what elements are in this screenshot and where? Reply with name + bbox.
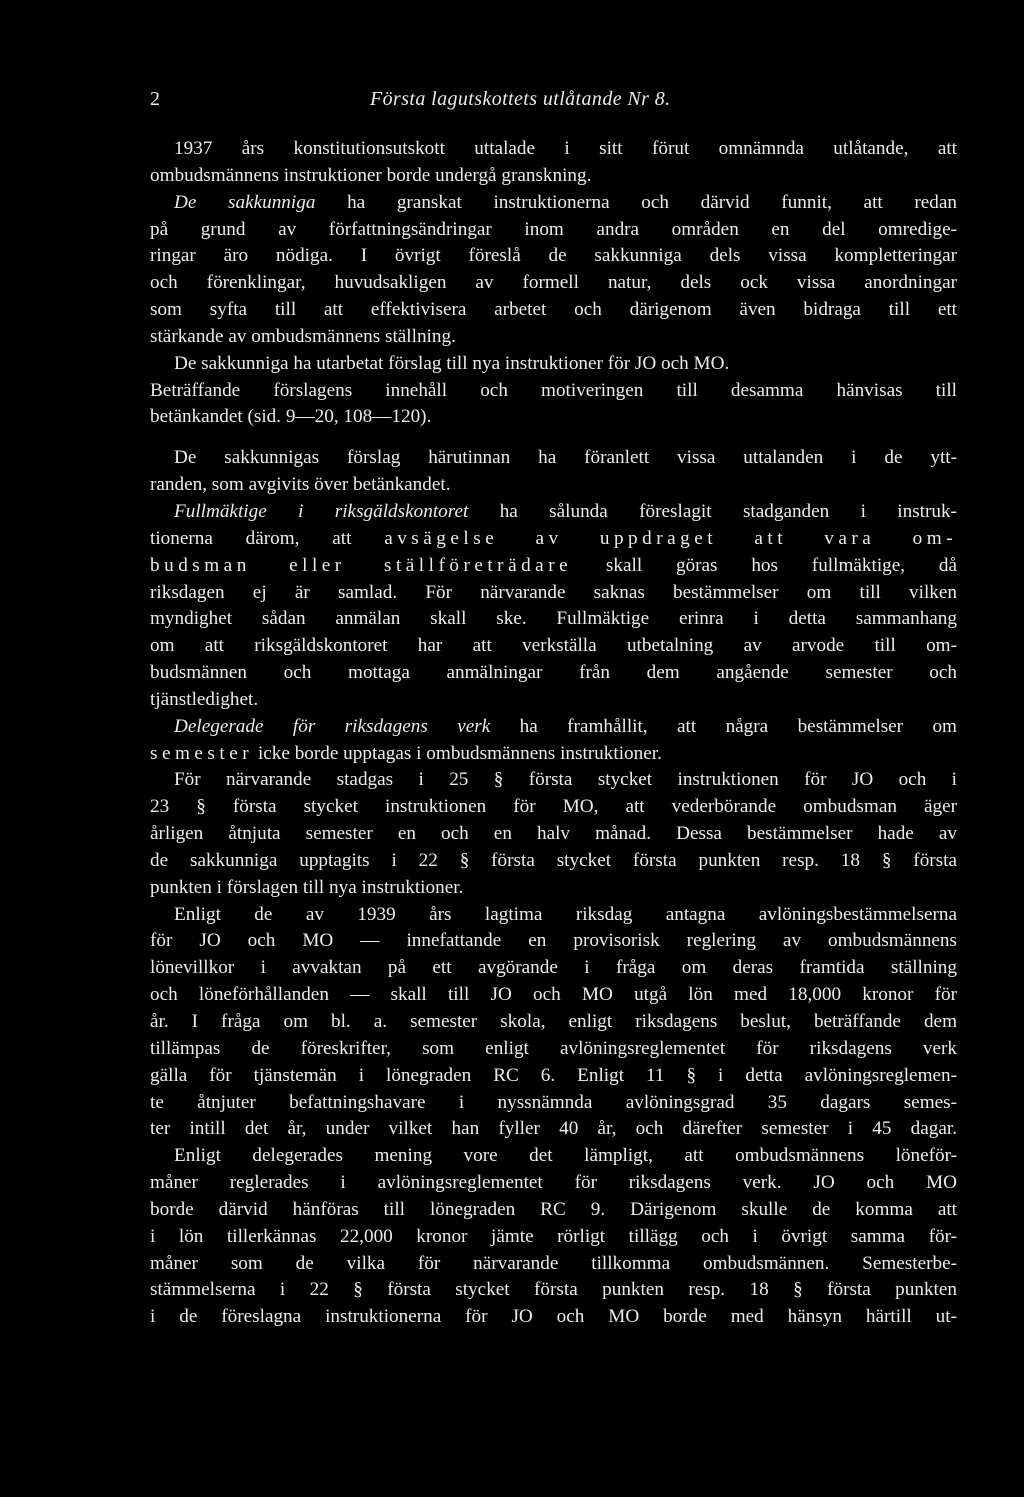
text-line: te åtnjuter befattningshavare i nyssnämnda avlöningsgrad 35 dagars semes-: [150, 1091, 957, 1113]
text-line: [150, 553, 957, 580]
text-line: borde därvid hänföras till lönegraden RC 9. Därigenom skulle de komma att: [150, 1198, 957, 1220]
text-line: 1937 års konstitutionsutskott uttalade i sitt förut omnämnda utlåtande, att: [174, 138, 957, 159]
text-span: ha granskat instruktionerna och därvid funnit, att redan: [315, 191, 957, 213]
italic-text: De sakkunniga: [174, 191, 316, 213]
spaced-text: budsman eller ställföreträdare: [150, 554, 573, 576]
text-line: De sakkunnigas förslag härutinnan ha föranlett vissa uttalanden i de ytt-: [174, 447, 957, 469]
italic-text: Fullmäktige i riksgäldskontoret: [174, 500, 469, 522]
text-line: budsmännen och mottaga anmälningar från dem angående semester och: [150, 662, 957, 684]
text-line: För närvarande stadgas i 25 § första stycket instruktionen för JO och i: [174, 769, 957, 791]
text-line: och löneförhållanden — skall till JO och MO utgå lön med 18,000 kronor för: [150, 984, 957, 1006]
text-line: lönevillkor i avvaktan på ett avgörande i fråga om deras framtida ställning: [150, 957, 957, 979]
text-line: som syfta till att effektivisera arbetet och därigenom även bidraga till ett: [150, 299, 957, 321]
text-line: betänkandet (sid. 9—20, 108—120).: [150, 406, 432, 428]
text-line: [150, 190, 957, 217]
running-title: Första lagutskottets utlåtande Nr 8.: [370, 88, 671, 110]
page-header: [150, 88, 960, 116]
text-line: De sakkunniga ha utarbetat förslag till nya instruktioner för JO och MO.: [174, 352, 730, 374]
text-line: [150, 499, 957, 526]
text-line: 23 § första stycket instruktionen för MO, att vederbörande ombudsman äger: [150, 796, 957, 818]
text-line: Beträffande förslagens innehåll och motiveringen till desamma hänvisas till: [150, 379, 957, 401]
page-number: 2: [150, 88, 160, 110]
text-line: i lön tillerkännas 22,000 kronor jämte rörligt tillägg och i övrigt samma för-: [150, 1225, 957, 1247]
text-line: årligen åtnjuta semester en och en halv månad. Dessa bestämmelser hade av: [150, 823, 957, 845]
text-line: om att riksgäldskontoret har att verkställa utbetalning av arvode till om-: [150, 635, 957, 657]
text-line: ringar äro nödiga. I övrigt föreslå de sakkunniga dels vissa kompletteringar: [150, 245, 957, 267]
spaced-text: semester: [150, 742, 254, 764]
body-text: [150, 136, 957, 1331]
text-line: de sakkunniga upptagits i 22 § första stycket första punkten resp. 18 § första: [150, 849, 957, 871]
text-line: Enligt de av 1939 års lagtima riksdag antagna avlöningsbestämmelserna: [174, 903, 957, 925]
text-line: och förenklingar, huvudsakligen av formell natur, dels ock vissa anordningar: [150, 272, 957, 294]
text-line: [150, 526, 957, 553]
text-line: riksdagen ej är samlad. För närvarande saknas bestämmelser om till vilken: [150, 581, 957, 603]
text-line: ombudsmännens instruktioner borde undergå granskning.: [150, 164, 592, 186]
italic-text: Delegerade för riksdagens verk: [174, 715, 491, 737]
text-span: icke borde upptagas i ombudsmännens instruktioner.: [253, 742, 662, 764]
text-line: i de föreslagna instruktionerna för JO och MO borde med hänsyn härtill ut-: [150, 1306, 957, 1328]
text-line: stärkande av ombudsmännens ställning.: [150, 325, 456, 347]
text-span: ha sålunda föreslagit stadganden i instruk-: [468, 500, 957, 522]
text-line: [150, 741, 957, 768]
text-line: gälla för tjänstemän i lönegraden RC 6. Enligt 11 § i detta avlöningsreglemen-: [150, 1064, 957, 1086]
text-line: tjänstledighet.: [150, 688, 259, 710]
text-line: randen, som avgivits över betänkandet.: [150, 474, 451, 496]
text-line: Enligt delegerades mening vore det lämpligt, att ombudsmännens löneför-: [174, 1145, 957, 1167]
text-line: för JO och MO — innefattande en provisorisk reglering av ombudsmännens: [150, 930, 957, 952]
text-line: på grund av författningsändringar inom andra områden en del omredige-: [150, 218, 957, 240]
text-line: myndighet sådan anmälan skall ske. Fullmäktige erinra i detta sammanhang: [150, 608, 957, 630]
text-line: stämmelserna i 22 § första stycket första punkten resp. 18 § första punkten: [150, 1279, 957, 1301]
text-line: år. I fråga om bl. a. semester skola, enligt riksdagens beslut, beträffande dem: [150, 1011, 957, 1032]
spaced-text: avsägelse av uppdraget att vara om-: [384, 527, 958, 549]
text-span: tionerna därom, att: [150, 527, 385, 549]
text-line: måner reglerades i avlöningsreglementet för riksdagens verk. JO och MO: [150, 1172, 957, 1194]
text-line: ter intill det år, under vilket han fyller 40 år, och därefter semester i 45 dagar.: [150, 1118, 957, 1140]
text-line: tillämpas de föreskrifter, som enligt avlöningsreglementet för riksdagens verk: [150, 1037, 957, 1059]
text-line: måner som de vilka för närvarande tillkomma ombudsmännen. Semesterbe-: [150, 1252, 957, 1274]
text-line: [150, 714, 957, 741]
text-line: punkten i förslagen till nya instruktioner.: [150, 876, 464, 898]
text-span: ha framhållit, att några bestämmelser om: [490, 715, 957, 737]
text-span: skall göras hos fullmäktige, då: [572, 554, 957, 576]
